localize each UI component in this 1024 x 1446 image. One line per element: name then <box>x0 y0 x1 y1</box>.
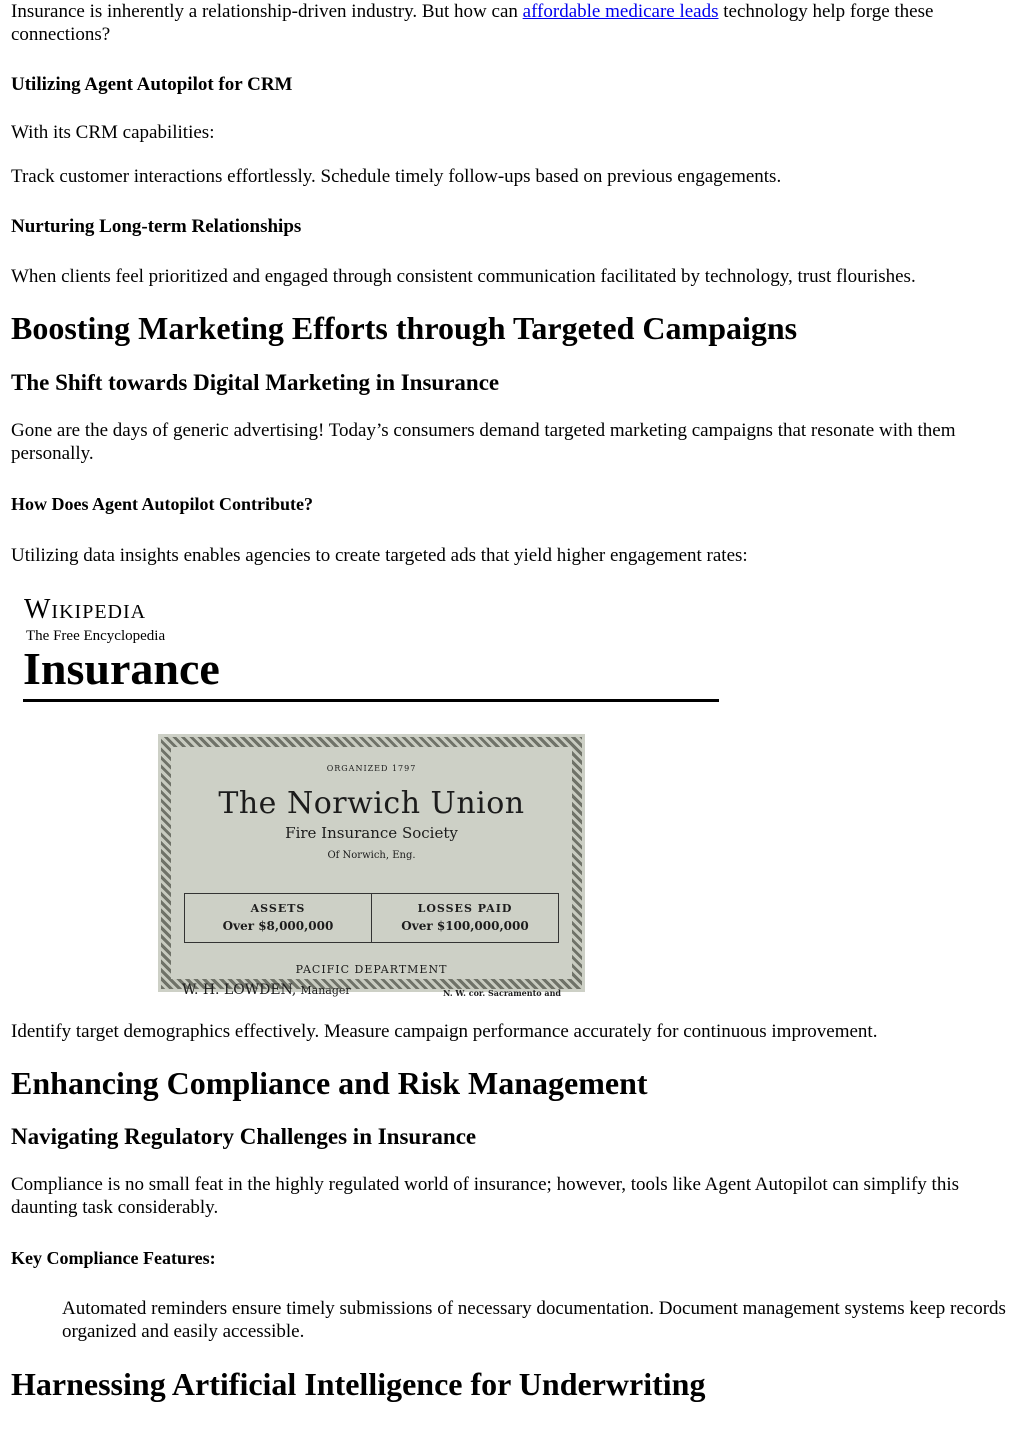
ad-department: PACIFIC DEPARTMENT <box>295 963 448 976</box>
ad-figures-box <box>184 893 559 943</box>
marketing-heading: Boosting Marketing Efforts through Targeted Campaigns <box>11 310 798 346</box>
crm-heading: Utilizing Agent Autopilot for CRM <box>11 74 293 95</box>
digital-marketing-body: Gone are the days of generic advertising! Today’s consumers demand targeted marketing campaigns that resonate with them personally. <box>11 420 956 464</box>
intro-text-end: technology help forge these connections? <box>11 1 934 45</box>
regulatory-body: Compliance is no small feat in the highly regulated world of insurance; however, tools like Agent Autopilot can simplify this daunting task considerably. <box>11 1174 960 1218</box>
features-body: Automated reminders ensure timely submissions of necessary documentation. Document management systems keep records organized and easily accessible. <box>62 1298 1006 1342</box>
wikipedia-logo: Wikipedia <box>24 594 147 625</box>
wikipedia-tagline: The Free Encyclopedia <box>26 628 166 644</box>
ad-assets-label: ASSETS <box>250 902 306 915</box>
demographics-paragraph: Identify target demographics effectively. Measure campaign performance accurately for continuous improvement. <box>11 1021 878 1042</box>
ad-place: Of Norwich, Eng. <box>327 850 416 861</box>
ad-manager-name: W. H. LOWDEN, <box>182 982 297 998</box>
title-divider <box>23 699 719 702</box>
nurture-body: When clients feel prioritized and engaged through consistent communication facilitated by technology, trust flourishes. <box>11 266 916 287</box>
features-heading: Key Compliance Features: <box>11 1248 216 1268</box>
wikipedia-article-title: Insurance <box>23 643 220 694</box>
regulatory-heading: Navigating Regulatory Challenges in Insurance <box>11 1124 477 1149</box>
ad-losses-label: LOSSES PAID <box>417 902 513 915</box>
ad-assets-value: Over $8,000,000 <box>222 919 334 933</box>
ad-address: N. W. cor. Sacramento and <box>443 988 561 998</box>
contribute-heading: How Does Agent Autopilot Contribute? <box>11 494 314 514</box>
ad-losses-value: Over $100,000,000 <box>401 919 529 933</box>
crm-body: Track customer interactions effortlessly. Schedule timely follow-ups based on previous engagements. <box>11 166 782 187</box>
ad-losses <box>371 894 558 942</box>
ad-assets <box>185 894 371 942</box>
norwich-union-advertisement <box>158 734 585 998</box>
crm-lead: With its CRM capabilities: <box>11 122 215 143</box>
ad-organized: ORGANIZED 1797 <box>326 764 417 773</box>
nurture-heading: Nurturing Long-term Relationships <box>11 216 302 237</box>
digital-marketing-heading: The Shift towards Digital Marketing in Insurance <box>11 370 500 395</box>
ad-manager <box>182 979 351 1002</box>
contribute-body: Utilizing data insights enables agencies to create targeted ads that yield higher engagement rates: <box>11 545 748 566</box>
ai-heading: Harnessing Artificial Intelligence for Underwriting <box>11 1366 706 1402</box>
ad-society: Fire Insurance Society <box>285 824 458 842</box>
intro-paragraph <box>11 0 1013 46</box>
wikipedia-insurance-image <box>11 595 1013 1020</box>
intro-text-start: Insurance is inherently a relationship-driven industry. But how can <box>11 1 523 22</box>
compliance-heading: Enhancing Compliance and Risk Management <box>11 1065 648 1101</box>
ad-content <box>182 758 561 998</box>
ad-manager-title: Manager <box>300 984 351 997</box>
ad-company-name: The Norwich Union <box>218 786 525 821</box>
medicare-leads-link[interactable]: affordable medicare leads <box>522 1 719 22</box>
